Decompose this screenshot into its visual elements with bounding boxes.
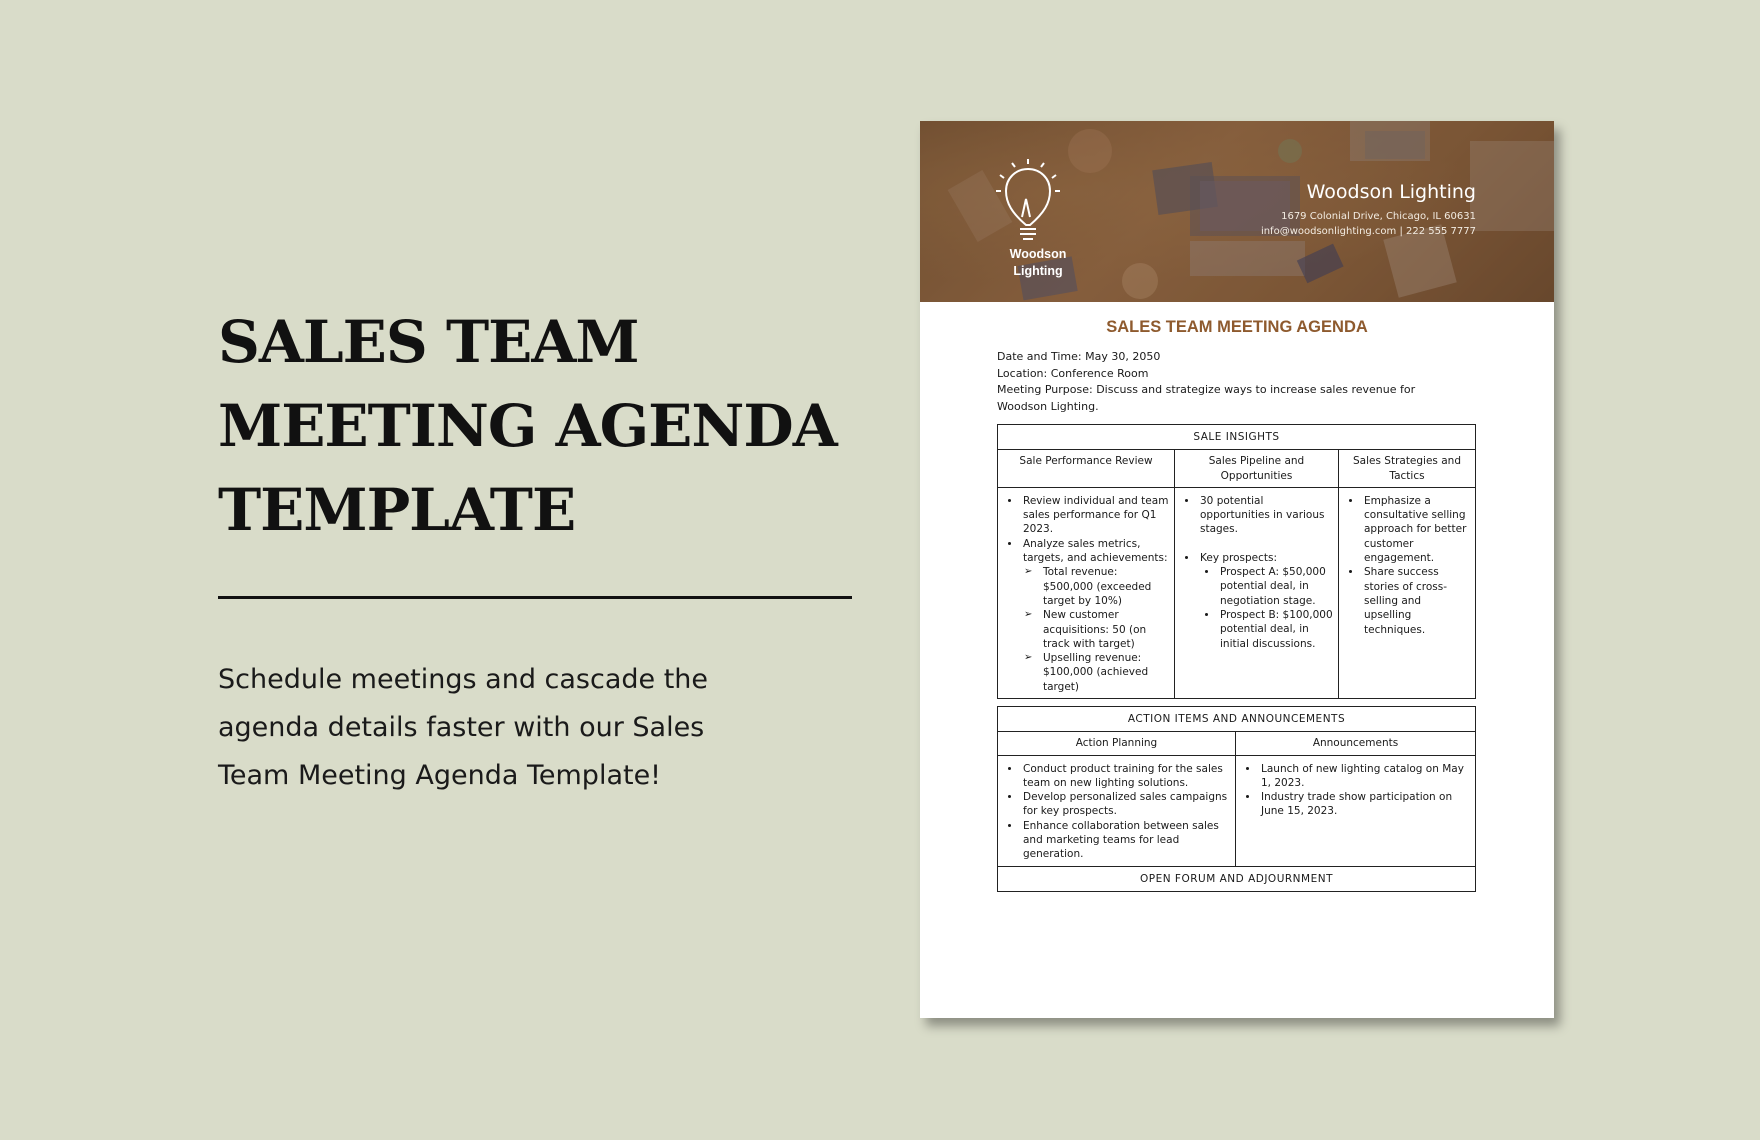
column-title: Announcements	[1236, 732, 1476, 755]
list-item: • 30 potential opportunities in various stages.	[1198, 494, 1334, 537]
document-page	[920, 121, 1554, 1018]
company-contact: info@woodsonlighting.com | 222 555 7777	[1260, 226, 1476, 237]
promo-title	[218, 300, 858, 552]
list-item: • Launch of new lighting catalog on May 1, 2023.	[1259, 762, 1471, 791]
table-footer: OPEN FORUM AND ADJOURNMENT	[998, 866, 1476, 891]
list-item-text: Analyze sales metrics, targets, and achievements:	[1023, 537, 1168, 565]
table-header: SALE INSIGHTS	[998, 425, 1476, 450]
promo-title-line: SALES TEAM	[218, 308, 639, 376]
performance-review-cell	[998, 487, 1175, 698]
list-item: • Review individual and team sales performance for Q1 2023.	[1021, 494, 1170, 537]
column-title: Sales Pipeline and Opportunities	[1175, 450, 1339, 488]
column-title: Sales Strategies and Tactics	[1339, 450, 1476, 488]
promo-title-line: MEETING AGENDA	[218, 392, 837, 460]
meeting-details	[997, 349, 1457, 415]
list-subitem: • Prospect B: $100,000 potential deal, in initial discussions.	[1218, 608, 1334, 651]
list-subitem: ➢ Upselling revenue: $100,000 (achieved target)	[1041, 651, 1170, 694]
column-title: Action Planning	[998, 732, 1236, 755]
announcements-cell	[1236, 755, 1476, 866]
table-header: ACTION ITEMS AND ANNOUNCEMENTS	[998, 707, 1476, 732]
logo-text	[998, 246, 1078, 280]
list-item: • Develop personalized sales campaigns for key prospects.	[1021, 790, 1231, 819]
company-address: 1679 Colonial Drive, Chicago, IL 60631	[1281, 211, 1476, 222]
action-planning-cell	[998, 755, 1236, 866]
list-item-text: Key prospects:	[1200, 551, 1278, 564]
column-title: Sale Performance Review	[998, 450, 1175, 488]
list-subitem: ➢ Total revenue: $500,000 (exceeded target by 10%)	[1041, 565, 1170, 608]
list-item: • Conduct product training for the sales team on new lighting solutions.	[1021, 762, 1231, 791]
sale-insights-table	[997, 424, 1476, 699]
list-item: • Emphasize a consultative selling approach for better customer engagement.	[1362, 494, 1471, 565]
list-item: • Industry trade show participation on June 15, 2023.	[1259, 790, 1471, 819]
strategies-cell	[1339, 487, 1476, 698]
logo-line: Lighting	[1013, 264, 1063, 278]
promo-title-line: TEMPLATE	[218, 476, 576, 544]
list-item: • Share success stories of cross-selling and upselling techniques.	[1362, 565, 1471, 636]
document-title: SALES TEAM MEETING AGENDA	[1106, 318, 1368, 336]
divider	[218, 596, 852, 599]
promo-description: Schedule meetings and cascade the agenda details faster with our Sales Team Meeting Agenda Template!	[218, 664, 709, 791]
logo-line: Woodson	[1009, 247, 1067, 261]
pipeline-cell	[1175, 487, 1339, 698]
list-item	[1021, 537, 1170, 694]
meeting-location: Location: Conference Room	[997, 366, 1149, 380]
meeting-purpose: Meeting Purpose: Discuss and strategize ways to increase sales revenue for Woodson Lighting.	[997, 383, 1416, 413]
header-banner	[920, 121, 1554, 302]
meeting-date-time: Date and Time: May 30, 2050	[997, 350, 1161, 363]
company-name: Woodson Lighting	[1306, 181, 1476, 203]
list-item: • Enhance collaboration between sales and marketing teams for lead generation.	[1021, 819, 1231, 862]
list-subitem: ➢ New customer acquisitions: 50 (on track with target)	[1041, 608, 1170, 651]
action-items-table	[997, 706, 1476, 892]
list-subitem: • Prospect A: $50,000 potential deal, in negotiation stage.	[1218, 565, 1334, 608]
list-item	[1198, 551, 1334, 651]
